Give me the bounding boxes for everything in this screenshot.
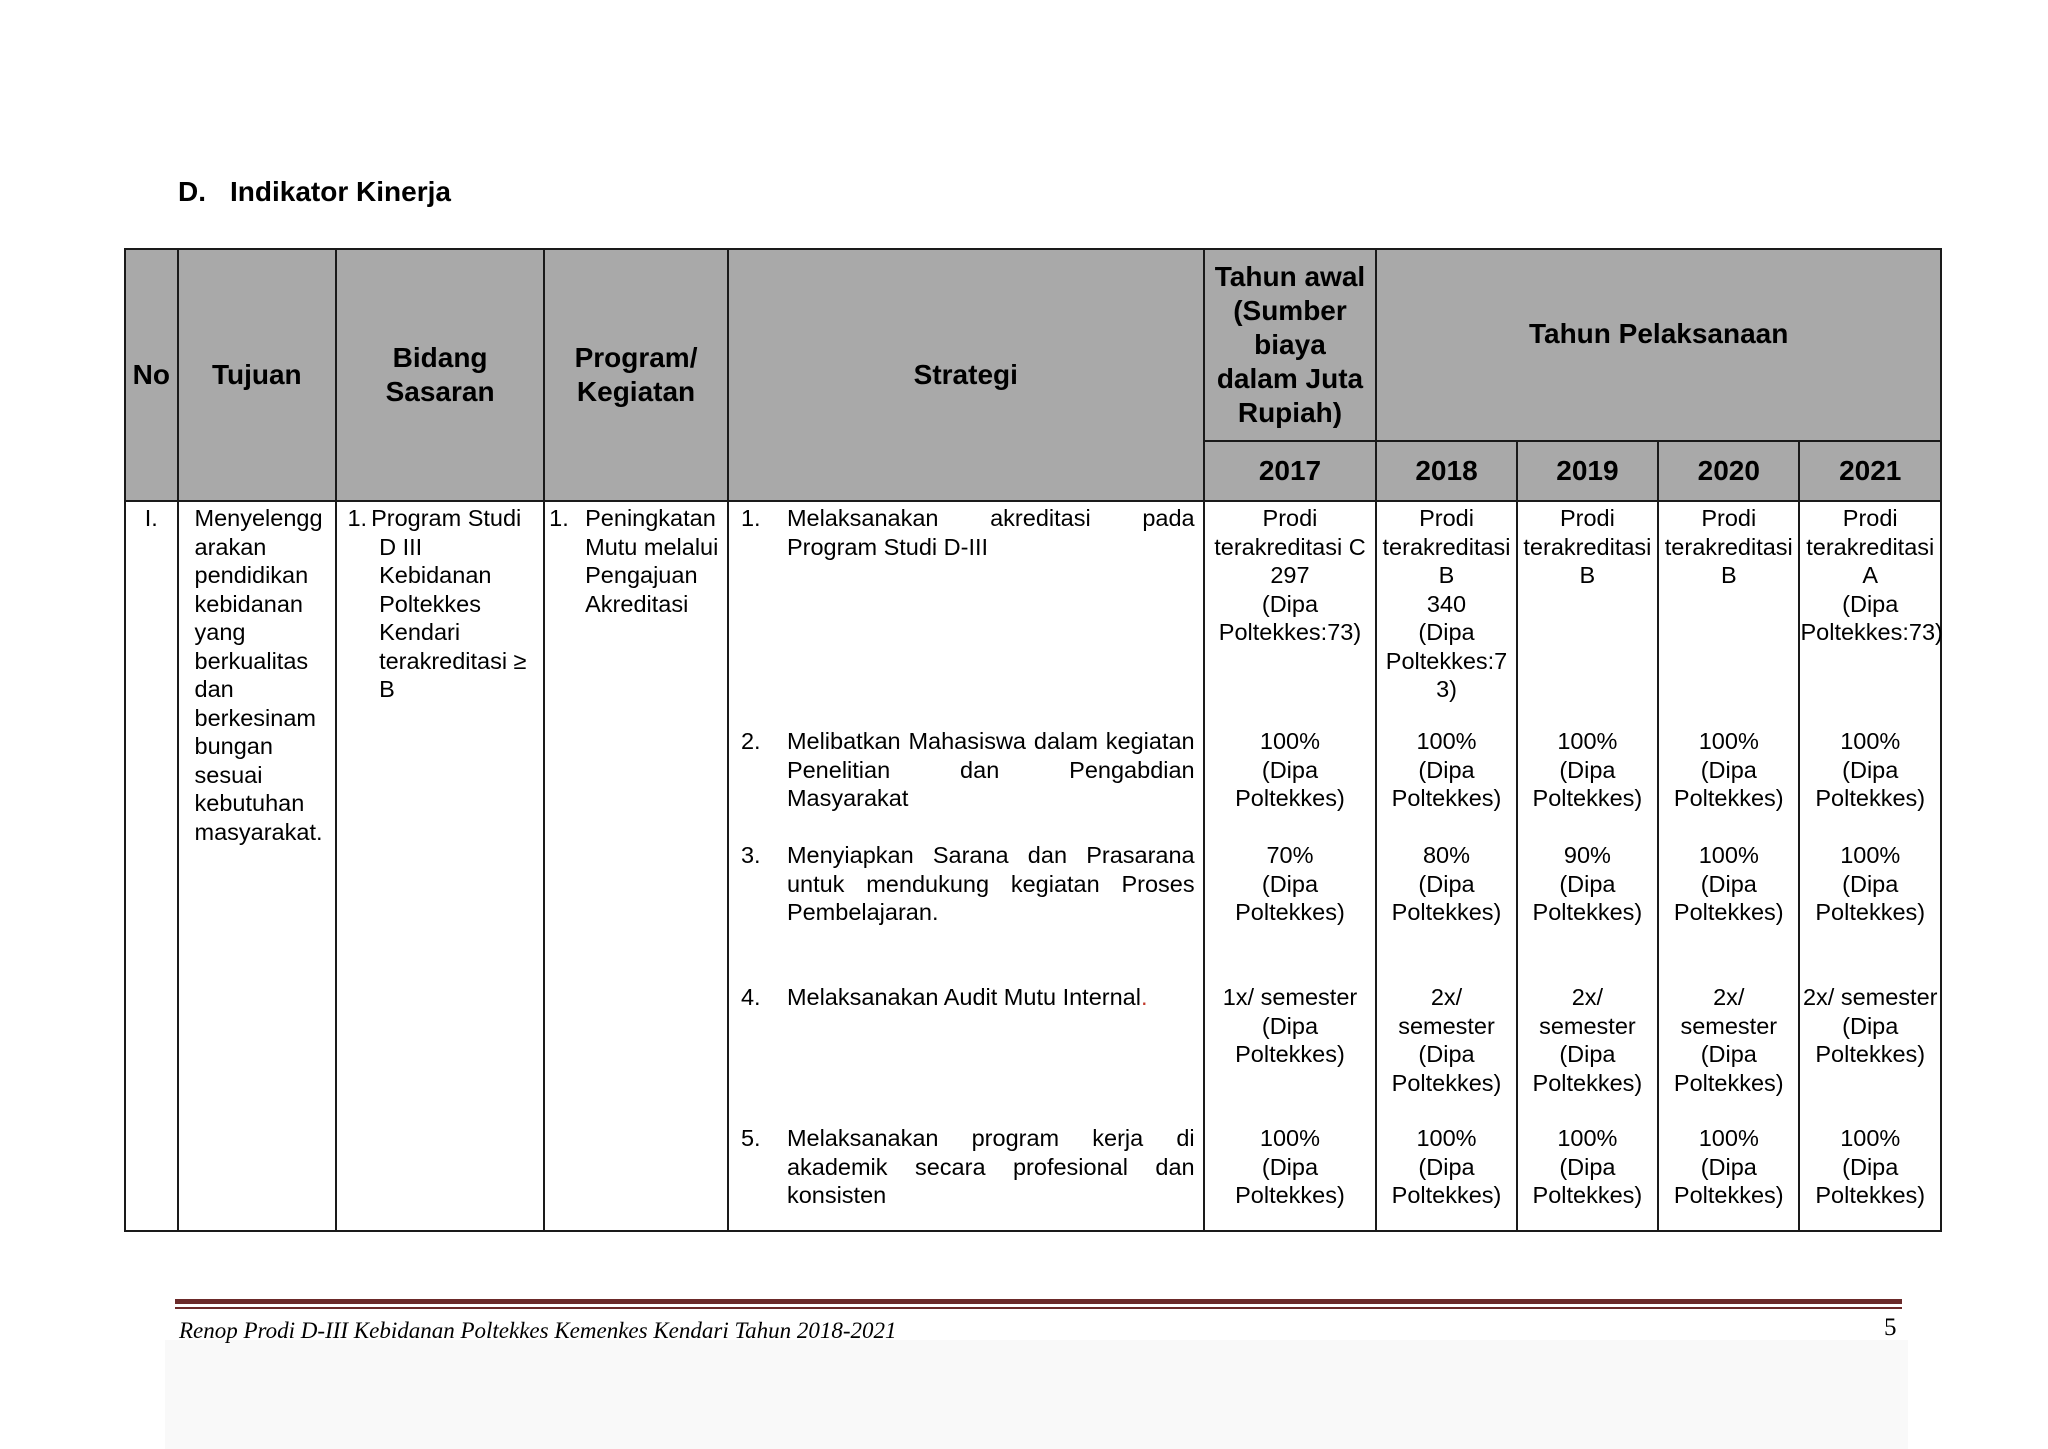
footer-rule — [175, 1299, 1902, 1304]
value-2018: 100% (Dipa Poltekkes) — [1376, 727, 1516, 841]
header-tujuan: Tujuan — [178, 249, 337, 501]
header-program-kegiatan: Program/ Kegiatan — [544, 249, 728, 501]
bidang-sasaran-cell — [336, 501, 544, 1231]
value-2017: 70% (Dipa Poltekkes) — [1204, 841, 1377, 983]
value-2021: 100% (Dipa Poltekkes) — [1799, 1124, 1941, 1231]
strategy-4: 4. Melaksanakan Audit Mutu Internal. — [728, 983, 1204, 1124]
footer-text: Renop Prodi D-III Kebidanan Poltekkes Kemenkes Kendari Tahun 2018-2021 — [179, 1318, 897, 1343]
table-row — [125, 501, 1941, 727]
strategy-3: 3. Menyiapkan Sarana dan Prasarana untuk mendukung kegiatan Proses Pembelajaran. — [728, 841, 1204, 983]
header-year-2019: 2019 — [1517, 441, 1658, 501]
value-2018: 80% (Dipa Poltekkes) — [1376, 841, 1516, 983]
header-bidang-sasaran: Bidang Sasaran — [336, 249, 544, 501]
header-year-2021: 2021 — [1799, 441, 1941, 501]
tujuan-cell: Menyelengg arakan pendidikan kebidanan yang berkualitas dan berkesinam bungan sesuai kebutuhan masyarakat. — [178, 501, 337, 1231]
strategy-5: 5. Melaksanakan program kerja di akademik secara profesional dan konsisten — [728, 1124, 1204, 1231]
header-year-2018: 2018 — [1376, 441, 1516, 501]
strategy-2: 2. Melibatkan Mahasiswa dalam kegiatan Penelitian dan Pengabdian Masyarakat — [728, 727, 1204, 841]
indikator-kinerja-table — [124, 248, 1942, 1232]
value-2020: 100% (Dipa Poltekkes) — [1658, 1124, 1799, 1231]
header-year-2017: 2017 — [1204, 441, 1377, 501]
footer-rule-thin — [175, 1307, 1902, 1309]
value-2019: 90% (Dipa Poltekkes) — [1517, 841, 1658, 983]
value-2017: 1x/ semester (Dipa Poltekkes) — [1204, 983, 1377, 1124]
value-2020: 2x/ semester (Dipa Poltekkes) — [1658, 983, 1799, 1124]
row-number: I. — [125, 501, 178, 1231]
value-2018: Prodi terakreditasi B 340 (Dipa Poltekkes:7 3) — [1376, 501, 1516, 727]
section-letter: D. — [178, 176, 206, 207]
value-2021: 2x/ semester (Dipa Poltekkes) — [1799, 983, 1941, 1124]
strategy-1: 1. Melaksanakan akreditasi pada Program Studi D-III — [728, 501, 1204, 727]
value-2017: 100% (Dipa Poltekkes) — [1204, 1124, 1377, 1231]
header-tahun-awal: Tahun awal (Sumber biaya dalam Juta Rupiah) — [1204, 249, 1377, 441]
page-number: 5 — [1884, 1314, 1897, 1341]
value-2020: 100% (Dipa Poltekkes) — [1658, 727, 1799, 841]
value-2021: Prodi terakreditasi A (Dipa Poltekkes:73) — [1799, 501, 1941, 727]
value-2019: Prodi terakreditasi B — [1517, 501, 1658, 727]
value-2021: 100% (Dipa Poltekkes) — [1799, 727, 1941, 841]
value-2018: 2x/ semester (Dipa Poltekkes) — [1376, 983, 1516, 1124]
value-2017: Prodi terakreditasi C 297 (Dipa Poltekkes:73) — [1204, 501, 1377, 727]
value-2021: 100% (Dipa Poltekkes) — [1799, 841, 1941, 983]
section-title: Indikator Kinerja — [230, 176, 451, 207]
list-item: 1. Program Studi D III Kebidanan Poltekkes Kendari terakreditasi ≥ B — [347, 505, 527, 702]
value-2019: 100% (Dipa Poltekkes) — [1517, 1124, 1658, 1231]
value-2019: 2x/ semester (Dipa Poltekkes) — [1517, 983, 1658, 1124]
header-tahun-pelaksanaan: Tahun Pelaksanaan — [1376, 249, 1941, 441]
value-2019: 100% (Dipa Poltekkes) — [1517, 727, 1658, 841]
value-2017: 100% (Dipa Poltekkes) — [1204, 727, 1377, 841]
footer-shade — [165, 1340, 1908, 1449]
header-no: No — [125, 249, 178, 501]
value-2018: 100% (Dipa Poltekkes) — [1376, 1124, 1516, 1231]
header-strategi: Strategi — [728, 249, 1204, 501]
program-kegiatan-cell — [544, 501, 728, 1231]
section-heading — [178, 176, 451, 208]
list-item: 1. Peningkatan Mutu melalui Pengajuan Akreditasi — [549, 505, 719, 617]
value-2020: Prodi terakreditasi B — [1658, 501, 1799, 727]
value-2020: 100% (Dipa Poltekkes) — [1658, 841, 1799, 983]
header-year-2020: 2020 — [1658, 441, 1799, 501]
